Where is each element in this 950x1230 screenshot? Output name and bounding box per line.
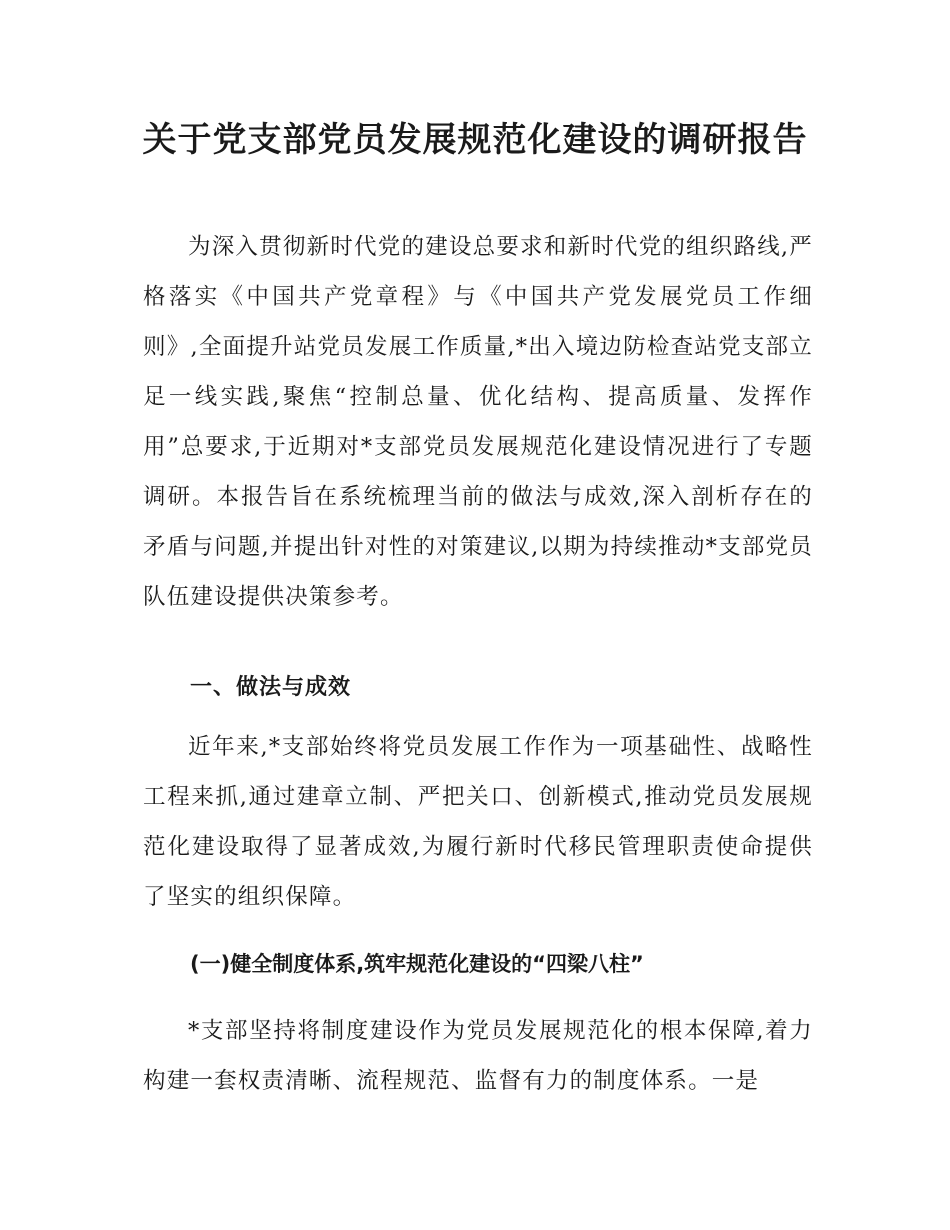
subsection-one-body bbox=[143, 1006, 813, 1106]
section-one-body bbox=[143, 722, 813, 922]
subsection-heading-system: (一)健全制度体系,筑牢规范化建设的“四梁八柱” bbox=[190, 952, 644, 976]
intro-section bbox=[143, 222, 813, 622]
document-title: 关于党支部党员发展规范化建设的调研报告 bbox=[142, 120, 808, 160]
subsection-one-paragraph: *支部坚持将制度建设作为党员发展规范化的根本保障,着力构建一套权责清晰、流程规范、监督有力的制度体系。一是 bbox=[143, 1018, 813, 1094]
section-heading-practices-results: 一、做法与成效 bbox=[190, 675, 352, 700]
intro-paragraph: 为深入贯彻新时代党的建设总要求和新时代党的组织路线,严格落实《中国共产党章程》与《中国共产党发展党员工作细则》,全面提升站党员发展工作质量,*出入境边防检查站党支部立足一线实践,聚焦“控制总量、优化结构、提高质量、发挥作用”总要求,于近期对*支部党员发展规范化建设情况进行了专题调研。本报告旨在系统梳理当前的做法与成效,深入剖析存在的矛盾与问题,并提出针对性的对策建议,以期为持续推动*支部党员队伍建设提供决策参考。 bbox=[143, 234, 813, 610]
section-one-paragraph: 近年来,*支部始终将党员发展工作作为一项基础性、战略性工程来抓,通过建章立制、严把关口、创新模式,推动党员发展规范化建设取得了显著成效,为履行新时代移民管理职责使命提供了坚实的组织保障。 bbox=[143, 734, 813, 910]
